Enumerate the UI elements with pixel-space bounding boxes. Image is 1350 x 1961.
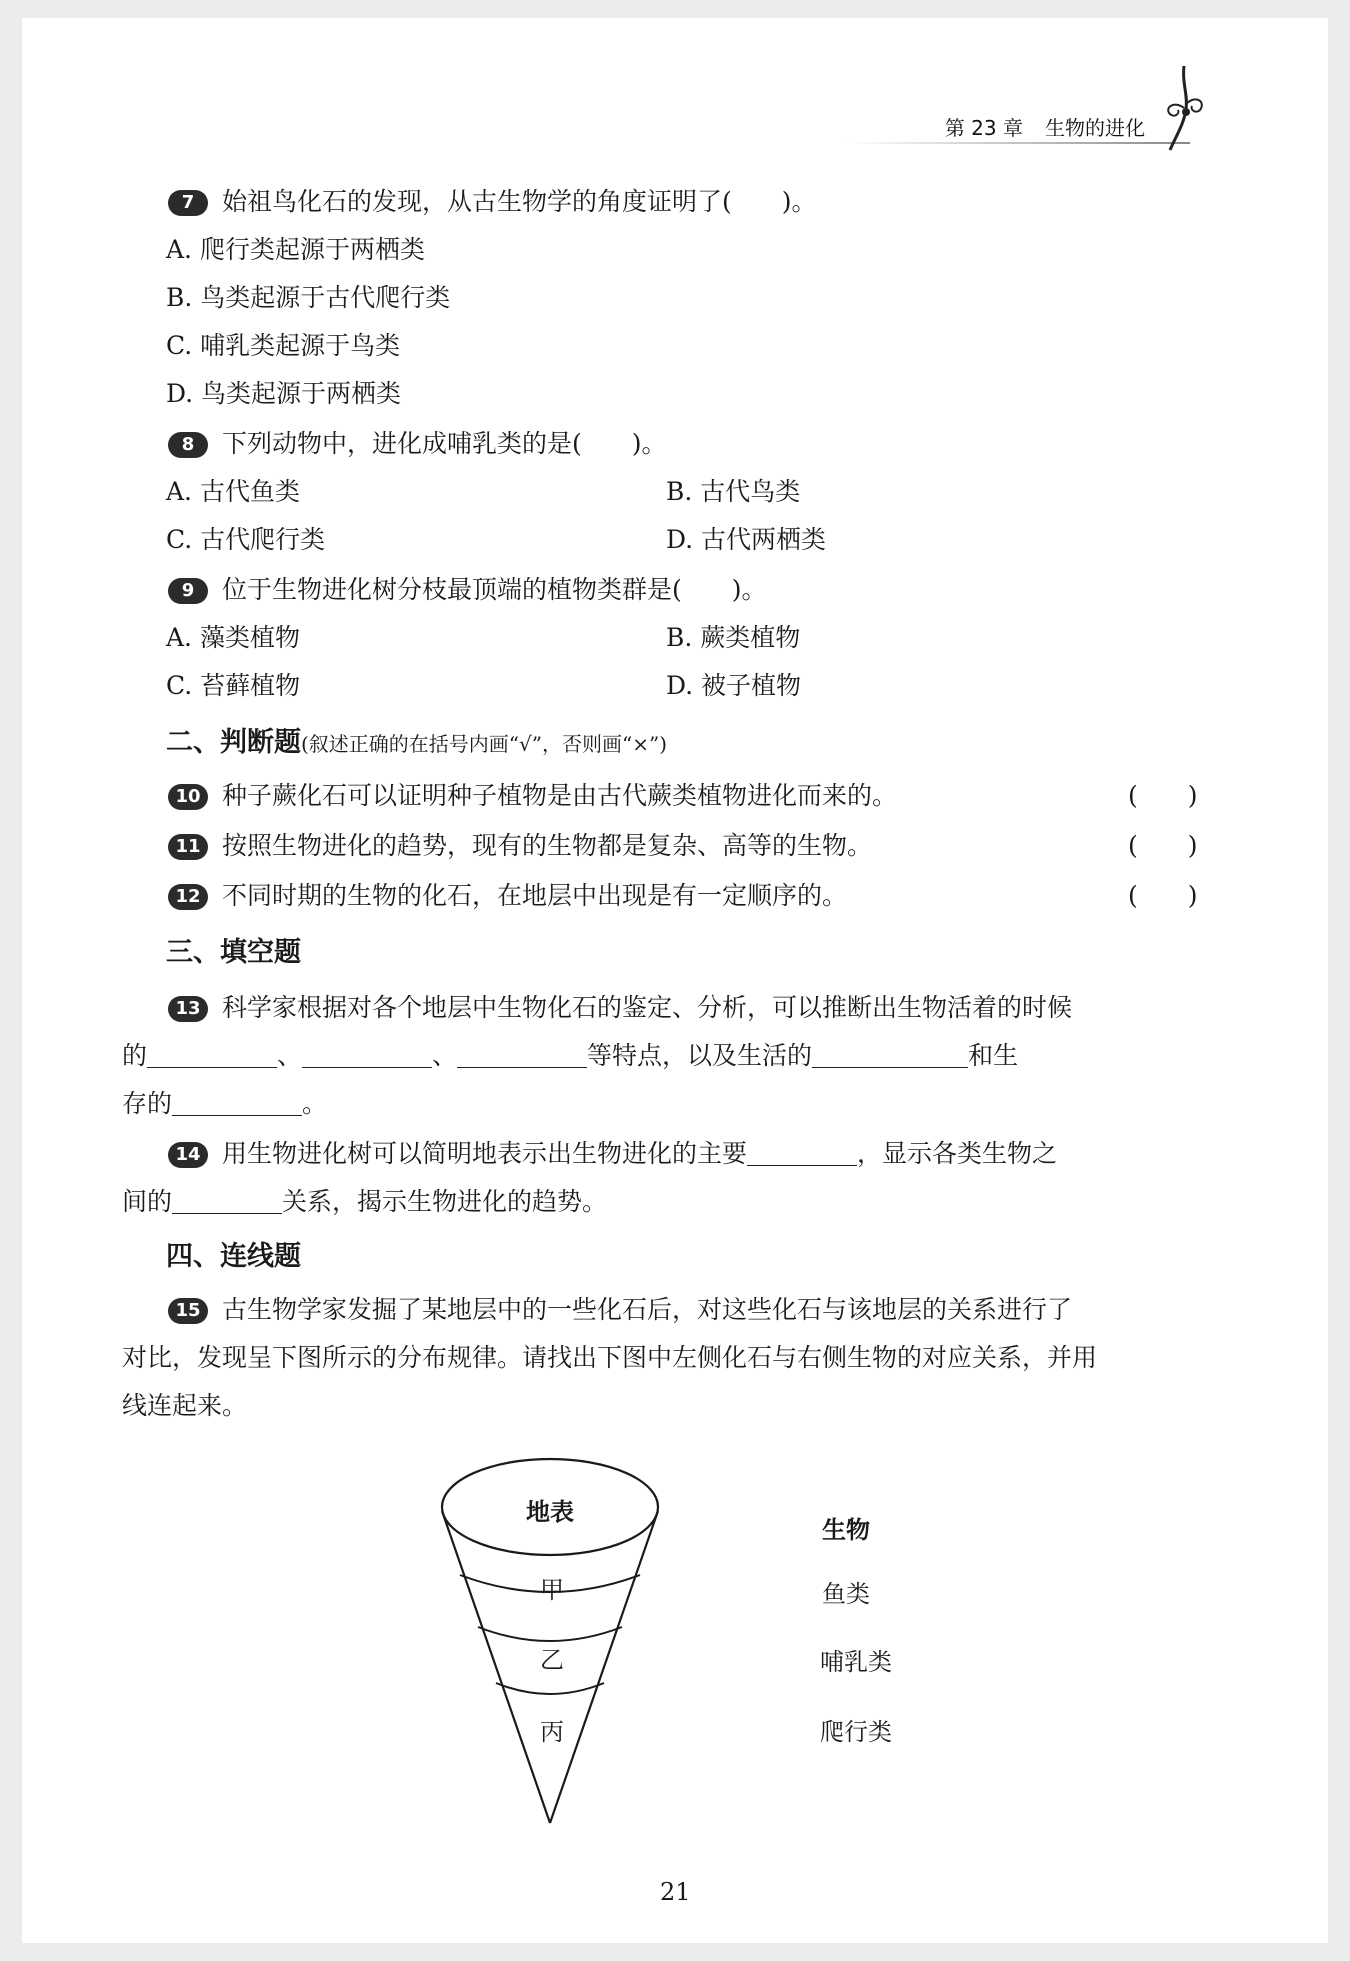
- cone-right-edge: [550, 1511, 658, 1823]
- section-fill-blank-title: 三、填空题: [166, 937, 301, 968]
- blank-field[interactable]: [172, 1187, 282, 1214]
- answer-parentheses[interactable]: ( ): [1128, 831, 1198, 860]
- question-stem: 下列动物中，进化成哺乳类的是( )。: [222, 429, 667, 458]
- question-number-badge: 13: [168, 996, 208, 1022]
- text: 存的: [122, 1089, 173, 1118]
- q7-option-b: B. 鸟类起源于古代爬行类: [166, 283, 451, 312]
- running-header: [945, 112, 1145, 141]
- blank-field[interactable]: [147, 1041, 277, 1068]
- question-text: 古生物学家发掘了某地层中的一些化石后，对这些化石与该地层的关系进行了: [222, 1295, 1073, 1324]
- section-matching-title: 四、连线题: [166, 1241, 301, 1272]
- question-text: 不同时期的生物的化石，在地层中出现是有一定顺序的。: [222, 881, 848, 910]
- section-instructions: (叙述正确的在括号内画“√”，否则画“×”): [301, 732, 668, 756]
- text: 等特点，以及生活的: [587, 1041, 813, 1070]
- text: 的: [122, 1041, 148, 1070]
- chapter-title: 生物的进化: [1045, 116, 1145, 140]
- blank-field[interactable]: [302, 1041, 432, 1068]
- q13-line-2: [122, 1040, 1018, 1072]
- question-7: [168, 186, 817, 218]
- section-judgement-title: [166, 726, 667, 761]
- q9-option-a: A. 藻类植物: [166, 623, 300, 652]
- answer-parentheses[interactable]: ( ): [1128, 881, 1198, 910]
- layer-boundary-2: [478, 1627, 622, 1641]
- question-number-badge: 8: [168, 432, 208, 458]
- question-number-badge: 7: [168, 190, 208, 216]
- blank-field[interactable]: [812, 1041, 968, 1068]
- question-text: 种子蕨化石可以证明种子植物是由古代蕨类植物进化而来的。: [222, 781, 898, 810]
- text: 关系，揭示生物进化的趋势。: [282, 1187, 608, 1216]
- q8-option-c: C. 古代爬行类: [166, 525, 326, 554]
- question-number-badge: 11: [168, 834, 208, 860]
- text: 、: [277, 1041, 303, 1070]
- q14-line-2: [122, 1186, 607, 1218]
- q7-option-c: C. 哺乳类起源于鸟类: [166, 331, 401, 360]
- blank-field[interactable]: [172, 1089, 302, 1116]
- question-text: 科学家根据对各个地层中生物化石的鉴定、分析，可以推断出生物活着的时候: [222, 993, 1073, 1022]
- page-number: 21: [660, 1878, 691, 1906]
- q7-option-d: D. 鸟类起源于两栖类: [166, 379, 402, 408]
- q13-line-3: [122, 1088, 327, 1120]
- q8-option-b: B. 古代鸟类: [666, 477, 801, 506]
- question-12: [168, 880, 847, 912]
- text: 。: [302, 1089, 328, 1118]
- question-number-badge: 9: [168, 578, 208, 604]
- q9-option-b: B. 蕨类植物: [666, 623, 801, 652]
- question-stem: 位于生物进化树分枝最顶端的植物类群是( )。: [222, 575, 767, 604]
- q7-option-a: A. 爬行类起源于两栖类: [166, 235, 425, 264]
- question-stem: 始祖鸟化石的发现，从古生物学的角度证明了( )。: [222, 187, 817, 216]
- q15-line-3: 线连起来。: [122, 1391, 248, 1420]
- layer-label-bing[interactable]: 丙: [540, 1718, 564, 1746]
- organisms-title: 生物: [822, 1516, 870, 1544]
- chapter-number: 第 23 章: [944, 116, 1023, 140]
- q9-option-d: D. 被子植物: [666, 671, 802, 700]
- layer-label-yi[interactable]: 乙: [540, 1646, 564, 1674]
- question-number-badge: 14: [168, 1142, 208, 1168]
- question-13: [168, 992, 1072, 1024]
- text: 间的: [122, 1187, 173, 1216]
- question-14: [168, 1138, 1057, 1170]
- text: 用生物进化树可以简明地表示出生物进化的主要: [222, 1139, 748, 1168]
- q8-option-a: A. 古代鱼类: [166, 477, 300, 506]
- section-title-text: 二、判断题: [166, 727, 301, 758]
- organism-mammals[interactable]: 哺乳类: [820, 1648, 892, 1676]
- text: ，显示各类生物之: [857, 1139, 1058, 1168]
- label-surface: 地表: [526, 1498, 574, 1526]
- text: 、: [432, 1041, 458, 1070]
- blank-field[interactable]: [457, 1041, 587, 1068]
- question-number-badge: 15: [168, 1298, 208, 1324]
- blank-field[interactable]: [747, 1139, 857, 1166]
- organism-reptiles[interactable]: 爬行类: [820, 1718, 892, 1746]
- layer-label-jia[interactable]: 甲: [540, 1576, 564, 1604]
- answer-parentheses[interactable]: ( ): [1128, 781, 1198, 810]
- q15-line-2: 对比，发现呈下图所示的分布规律。请找出下图中左侧化石与右侧生物的对应关系，并用: [122, 1343, 1098, 1372]
- question-9: [168, 574, 767, 606]
- fleur-ornament-icon: [1162, 64, 1212, 154]
- layer-boundary-3: [496, 1683, 604, 1694]
- header-rule: [845, 142, 1190, 144]
- q9-option-c: C. 苔藓植物: [166, 671, 301, 700]
- text: 和生: [968, 1041, 1019, 1070]
- question-8: [168, 428, 667, 460]
- q8-option-d: D. 古代两栖类: [666, 525, 827, 554]
- cone-left-edge: [442, 1511, 550, 1823]
- question-text: 按照生物进化的趋势，现有的生物都是复杂、高等的生物。: [222, 831, 873, 860]
- question-number-badge: 10: [168, 784, 208, 810]
- question-10: [168, 780, 897, 812]
- question-15: [168, 1294, 1072, 1326]
- organism-fish[interactable]: 鱼类: [822, 1580, 870, 1608]
- question-number-badge: 12: [168, 884, 208, 910]
- question-11: [168, 830, 872, 862]
